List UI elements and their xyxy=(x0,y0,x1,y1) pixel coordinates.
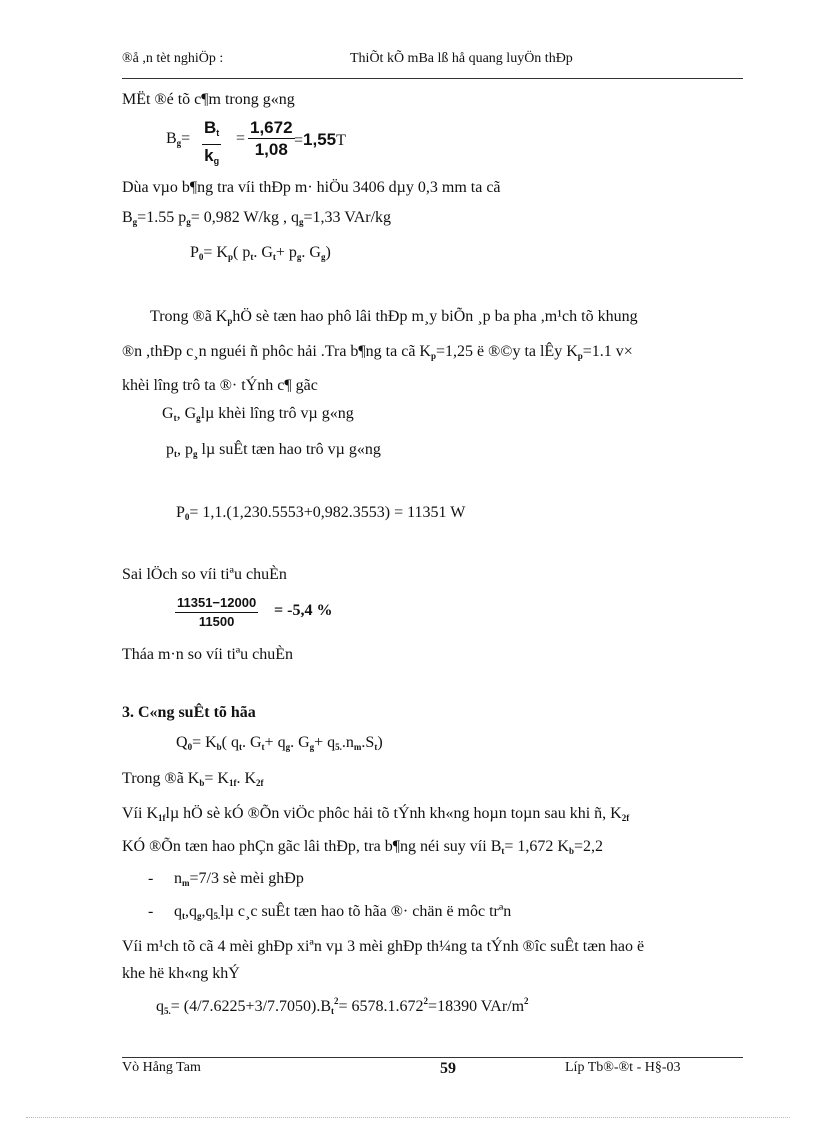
footer-class: Líp Tb®-®t - H§-03 xyxy=(565,1060,681,1075)
equation-p0-value: $P_0= 1,1.(1,230.5553+0,982.3553) = 11351$ W xyxy=(176,504,466,522)
section-heading: 3. C«ng suÊt tõ hãa xyxy=(122,704,256,721)
header-left: ®å ,n tèt nghiÖp : xyxy=(122,51,224,66)
definition-line: $G_t$, $G_gl\mu$ khèi lîng trô vµ g«ng xyxy=(162,405,354,423)
page-bottom-dotted-line xyxy=(26,1117,790,1118)
fraction-bt-kg: $\frac{B_t}{k_g}$ xyxy=(204,118,220,166)
footer-author: Vò Hång Tam xyxy=(122,1060,201,1075)
text-line: Trong ®ã $K_b= K_{1f}$. $K_{2f}$ xyxy=(122,770,264,788)
header-title: ThiÕt kÕ mBa lß hå quang luyÖn thÐp xyxy=(350,51,573,66)
page-number: 59 xyxy=(440,1060,456,1077)
footer-rule xyxy=(122,1057,743,1058)
text-line: khe hë kh«ng khÝ xyxy=(122,965,240,982)
text-line: Tháa m·n so víi tiªu chuÈn xyxy=(122,646,294,663)
equation-bg: $B_g=$ xyxy=(166,130,191,148)
bullet-dash: - xyxy=(148,903,154,920)
values-line: $B_g=1.55$ $p_g= 0,982$ W/kg , $q_g=1,33$ VAr/kg xyxy=(122,209,392,227)
text-line: MËt ®é tõ c¶m trong g«ng xyxy=(122,91,295,108)
definition-line: $p_t$, $p_g$ lµ suÊt tæn hao trô vµ g«ng xyxy=(166,441,381,459)
text-line: Víi $K_{1f}l\mu$ hÖ sè kÓ ®Õn viÖc phôc hải tõ tÝnh kh«ng hoµn toµn sau khi ñ, $K_{2f}$ xyxy=(122,805,630,823)
header-rule xyxy=(122,78,743,79)
text-line: Dùa vµo b¶ng tra víi thÐp m· hiÖu 3406 dµy 0,3 mm ta cã xyxy=(122,179,501,196)
paragraph-line: khèi lîng trô ta ®· tÝnh c¶ gãc xyxy=(122,377,318,394)
fraction-deviation: $\frac{11351-12000}{11500}$ xyxy=(177,595,257,629)
equals-sign: = xyxy=(236,130,246,147)
text-line: Sai lÖch so víi tiªu chuÈn xyxy=(122,566,287,583)
bullet-item: $n_m=7/3$ sè mèi ghÐp xyxy=(174,870,304,888)
bullet-dash: - xyxy=(148,870,154,887)
text-line: KÓ ®Õn tæn hao phÇn gãc lâi thÐp, tra b¶ng néi suy víi $B_t= 1,672$ $K_b=2,2$ xyxy=(122,838,603,856)
text-line: Víi m¹ch tõ cã 4 mèi ghÐp xiªn vµ 3 mèi ghÐp th¼ng ta tÝnh ®îc suÊt tæn hao ë xyxy=(122,938,645,955)
bullet-item: $q_t,q_g,q_{5.}l\mu$ c¸c suÊt tæn hao tõ hãa ®· chän ë môc trªn xyxy=(174,903,512,921)
equation-q0: $Q_0= K_b$( $q_t$. $G_t+ q_g$. $G_g+ q_{5.}.n_m.S_t$) xyxy=(176,734,383,752)
paragraph-line: ®n ,thÐp c¸n nguéi ñ phôc hải .Tra b¶ng ta cã $K_p=1,25$ ë ®©y ta lÊy $K_p=1.1$ v× xyxy=(122,343,633,361)
deviation-result: = -5,4 % xyxy=(274,602,333,619)
equation-result: =1,55T xyxy=(294,130,346,149)
paragraph-line: Trong ®ã $K_phÖ$ sè tæn hao phô lâi thÐp m¸y biÕn ¸p ba pha ,m¹ch tõ khung xyxy=(150,308,638,326)
fraction-values: $\frac{1,672}{1,08}$ xyxy=(250,118,293,159)
equation-q5: $q_{5.}= (4/7.6225+3/7.7050).B_t^2= 6578.1.672^2=18390$ VAr/$m^2$ xyxy=(156,996,529,1016)
equation-p0: $P_0= K_p$( $p_t$. $G_t+ p_g$. $G_g$) xyxy=(190,244,331,262)
